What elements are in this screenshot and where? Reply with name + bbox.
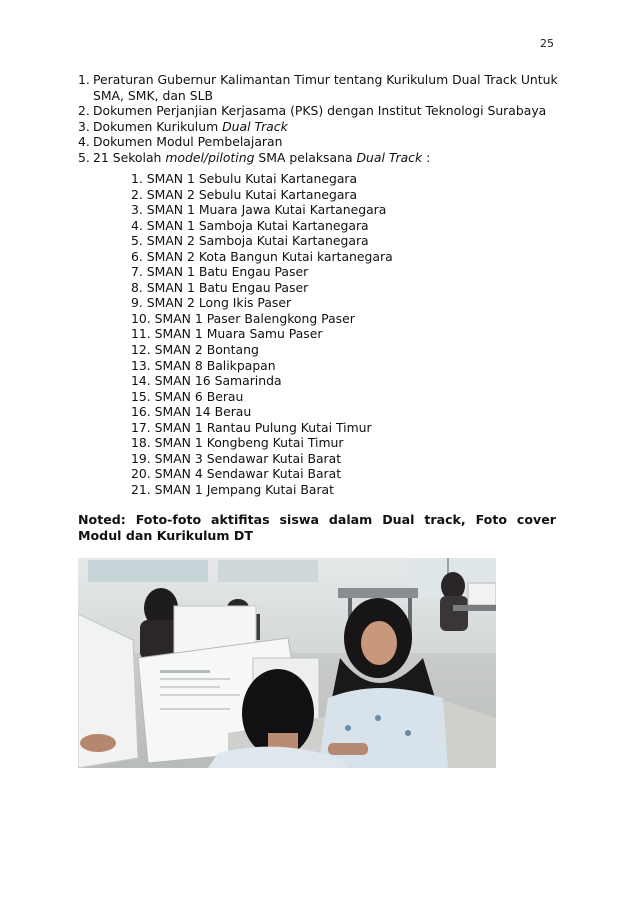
- list-text: 21 Sekolah: [93, 149, 166, 165]
- list-item: [78, 150, 562, 166]
- list-text: SMA pelaksana: [254, 149, 357, 165]
- school-item: 11. SMAN 1 Muara Samu Paser: [131, 326, 323, 342]
- school-item: 8. SMAN 1 Batu Engau Paser: [131, 279, 309, 295]
- school-item: 1. SMAN 1 Sebulu Kutai Kartanegara: [131, 171, 358, 186]
- school-item: 14. SMAN 16 Samarinda: [131, 373, 282, 389]
- list-text: Dokumen Modul Pembelajaran: [93, 134, 283, 150]
- list-number: 5.: [78, 149, 90, 165]
- list-text-italic: Dual Track: [222, 118, 288, 134]
- school-item: 6. SMAN 2 Kota Bangun Kutai kartanegara: [131, 248, 393, 264]
- school-item: 12. SMAN 2 Bontang: [131, 342, 259, 358]
- list-number: 2.: [78, 103, 90, 119]
- school-item: 4. SMAN 1 Samboja Kutai Kartanegara: [131, 217, 369, 233]
- list-item: [78, 119, 562, 135]
- document-list: [78, 72, 562, 166]
- list-item: [78, 72, 562, 103]
- school-item: 17. SMAN 1 Rantau Pulung Kutai Timur: [131, 419, 372, 435]
- school-item: 16. SMAN 14 Berau: [131, 404, 252, 420]
- classroom-photo: [78, 558, 496, 768]
- list-item: [78, 134, 562, 150]
- list-text: Dokumen Kurikulum: [93, 118, 223, 134]
- list-text-italic: Dual Track: [356, 149, 423, 165]
- list-item: [78, 103, 562, 119]
- school-item: 13. SMAN 8 Balikpapan: [131, 357, 276, 373]
- school-item: 19. SMAN 3 Sendawar Kutai Barat: [131, 450, 342, 466]
- list-text: :: [422, 149, 431, 165]
- school-item: 9. SMAN 2 Long Ikis Paser: [131, 295, 292, 311]
- school-item: 15. SMAN 6 Berau: [131, 388, 244, 404]
- school-item: 21. SMAN 1 Jempang Kutai Barat: [131, 481, 334, 497]
- school-item: 2. SMAN 2 Sebulu Kutai Kartanegara: [131, 186, 358, 202]
- school-list: [131, 171, 393, 497]
- list-number: 4.: [78, 134, 90, 150]
- school-item: 10. SMAN 1 Paser Balengkong Paser: [131, 310, 355, 326]
- list-text: Dokumen Perjanjian Kerjasama (PKS) dengan Institut Teknologi Surabaya: [93, 103, 547, 119]
- list-text: Peraturan Gubernur Kalimantan Timur tentang Kurikulum Dual Track Untuk SMA, SMK, dan SLB: [93, 72, 558, 103]
- school-item: 3. SMAN 1 Muara Jawa Kutai Kartanegara: [131, 202, 387, 218]
- school-item: 18. SMAN 1 Kongbeng Kutai Timur: [131, 435, 344, 451]
- list-text-italic: model/piloting: [165, 149, 255, 165]
- list-number: 1.: [78, 72, 90, 87]
- note-paragraph: Noted: Foto-foto aktifitas siswa dalam Dual track, Foto cover Modul dan Kurikulum DT: [78, 512, 556, 543]
- school-item: 20. SMAN 4 Sendawar Kutai Barat: [131, 466, 342, 482]
- list-number: 3.: [78, 118, 90, 134]
- school-item: 5. SMAN 2 Samboja Kutai Kartanegara: [131, 233, 369, 249]
- page-number: 25: [540, 37, 554, 50]
- school-item: 7. SMAN 1 Batu Engau Paser: [131, 264, 309, 280]
